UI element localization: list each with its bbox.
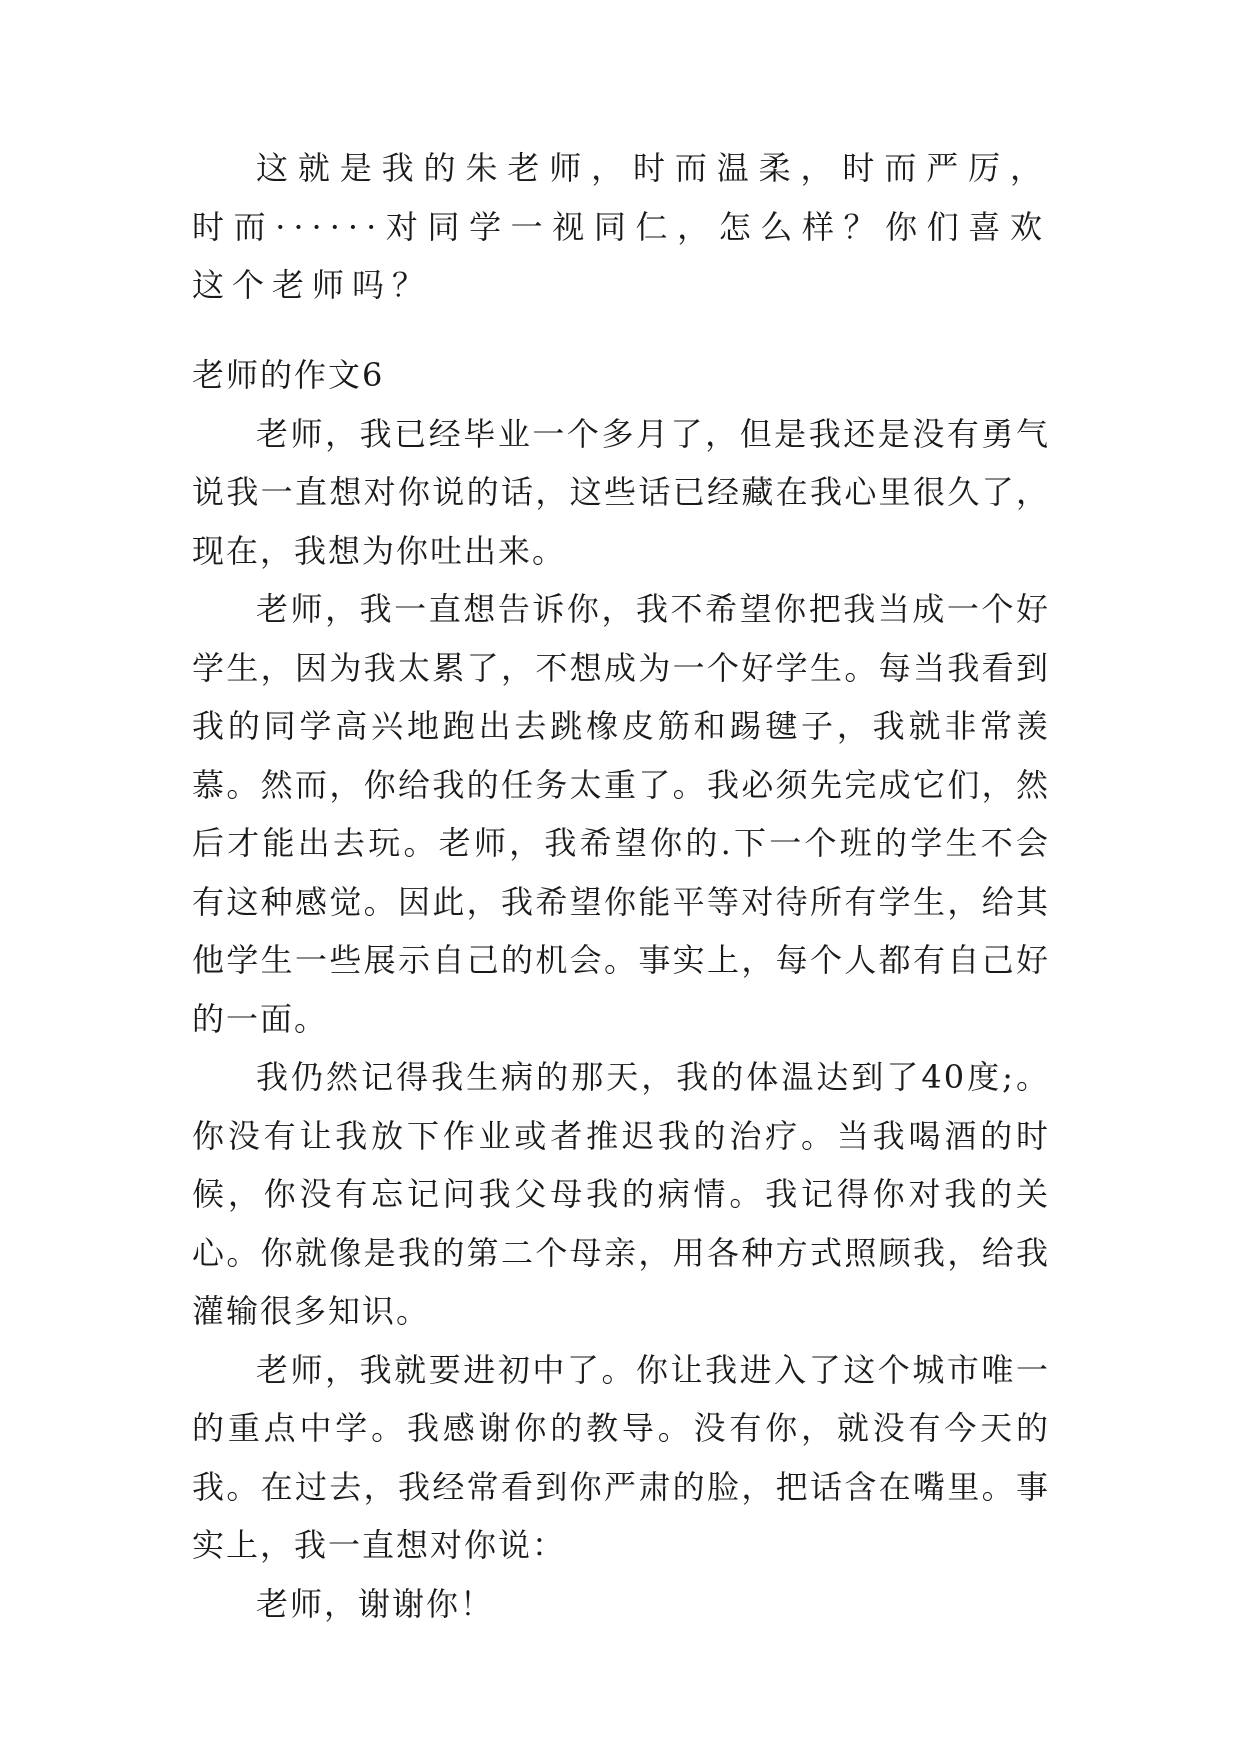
paragraph-3: 我仍然记得我生病的那天，我的体温达到了40度;。你没有让我放下作业或者推迟我的治疗。当我喝酒的时候，你没有忘记问我父母我的病情。我记得你对我的关心。你就像是我的第二个母亲，用各种方式照顾我，给我灌输很多知识。 — [192, 1058, 1050, 1330]
intro-block — [192, 139, 1050, 315]
paragraph-4: 老师，我就要进初中了。你让我进入了这个城市唯一的重点中学。我感谢你的教导。没有你，就没有今天的我。在过去，我经常看到你严肃的脸，把话含在嘴里。事实上，我一直想对你说： — [192, 1350, 1050, 1564]
essay-title: 老师的作文6 — [192, 356, 385, 394]
paragraph-1: 老师，我已经毕业一个多月了，但是我还是没有勇气说我一直想对你说的话，这些话已经藏在我心里很久了，现在，我想为你吐出来。 — [192, 414, 1050, 570]
paragraph-2: 老师，我一直想告诉你，我不希望你把我当成一个好学生，因为我太累了，不想成为一个好学生。每当我看到我的同学高兴地跑出去跳橡皮筋和踢毽子，我就非常羡慕。然而，你给我的任务太重了。我必须先完成它们，然后才能出去玩。老师，我希望你的.下一个班的学生不会有这种感觉。因此，我希望你能平等对待所有学生，给其他学生一些展示自己的机会。事实上，每个人都有自己好的一面。 — [192, 590, 1050, 1038]
essay-block — [192, 346, 1050, 1633]
paragraph-5: 老师，谢谢你！ — [256, 1584, 495, 1623]
intro-paragraph: 这就是我的朱老师，时而温柔，时而严厉，时而······对同学一视同仁，怎么样？你们喜欢这个老师吗？ — [192, 149, 1050, 304]
